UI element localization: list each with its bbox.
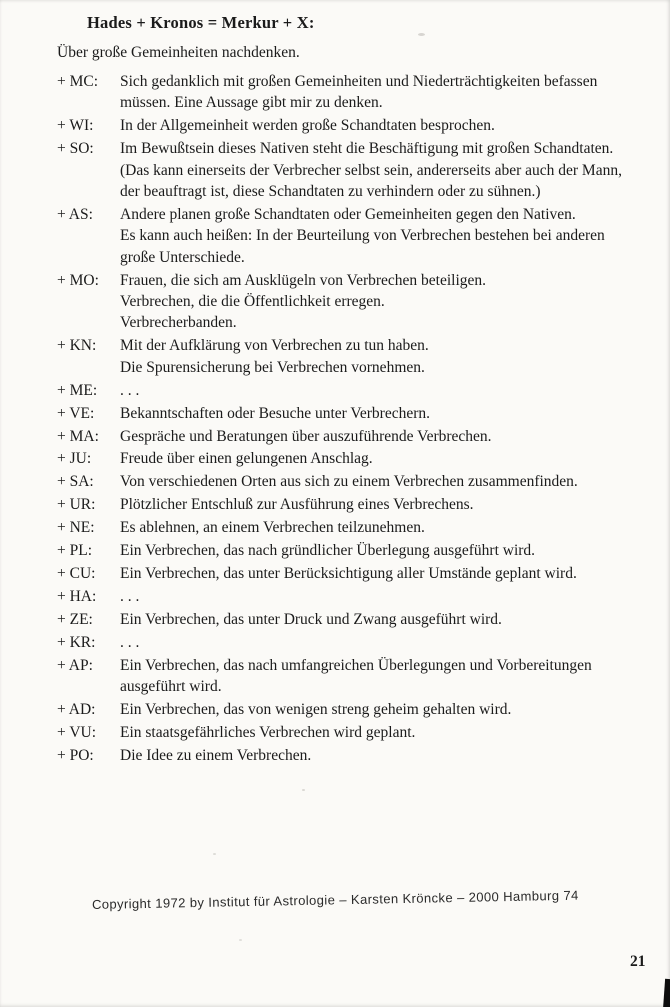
entry-line: Ein Verbrechen, das unter Druck und Zwang ausgeführt wird.: [120, 610, 502, 628]
entry-row: [57, 745, 669, 766]
entry-label: + KR:: [57, 633, 96, 651]
entry-text: [120, 540, 669, 561]
entry-text: [120, 586, 669, 607]
entry-row: [57, 380, 669, 401]
page-number: 21: [630, 953, 646, 970]
entry-label: + VE:: [57, 404, 95, 422]
entry-label: + SA:: [57, 473, 94, 491]
entry-row: [57, 471, 669, 492]
entry-text: [120, 609, 669, 630]
entry-text: [120, 426, 669, 447]
entry-text: [120, 204, 669, 268]
entry-label: + PL:: [57, 542, 93, 560]
entry-label: + AP:: [57, 656, 93, 674]
entry-label: + MO:: [57, 271, 99, 289]
scan-speck: [302, 789, 305, 791]
entry-text: [120, 448, 669, 469]
entry-line: Von verschiedenen Orten aus sich zu einem Verbrechen zusammenfinden.: [120, 473, 578, 491]
entry-label: + PO:: [57, 746, 94, 764]
scan-speck: [418, 33, 425, 36]
entry-label: + HA:: [57, 587, 97, 605]
entry-text: [120, 563, 669, 584]
entry-text: [120, 517, 669, 538]
entry-row: [57, 655, 669, 698]
scan-speck: [213, 853, 216, 855]
entry-line: (Das kann einerseits der Verbrecher selbst sein, andererseits aber auch der Mann,: [120, 161, 622, 179]
entry-line: Ein Verbrechen, das nach umfangreichen Überlegungen und Vorbereitungen: [120, 656, 592, 674]
entry-text: [120, 380, 669, 401]
entry-text: [120, 71, 669, 114]
entry-row: [57, 335, 669, 378]
entry-row: [57, 71, 669, 114]
entry-line: Frauen, die sich am Ausklügeln von Verbrechen beteiligen.: [120, 271, 487, 289]
entry-row: [57, 563, 669, 584]
entry-row: [57, 448, 669, 469]
entry-label: + MC:: [57, 73, 99, 90]
entry-label: + ZE:: [57, 610, 93, 628]
entry-label: + WI:: [57, 117, 94, 135]
entry-line: Verbrecherbanden.: [120, 314, 237, 332]
entry-line: Ein staatsgefährliches Verbrechen wird geplant.: [120, 723, 416, 741]
entry-row: [57, 494, 669, 515]
entry-row: [57, 115, 669, 136]
entry-row: [57, 426, 669, 447]
entry-line: Es kann auch heißen: In der Beurteilung von Verbrechen bestehen bei anderen: [120, 227, 605, 245]
scan-speck: [239, 939, 242, 941]
entry-line: Ein Verbrechen, das unter Berücksichtigung aller Umstände geplant wird.: [120, 564, 577, 582]
entry-text: [120, 138, 669, 202]
entry-line: In der Allgemeinheit werden große Schandtaten besprochen.: [120, 117, 495, 135]
entry-line: Freude über einen gelungenen Anschlag.: [120, 450, 373, 468]
entry-label: + UR:: [57, 496, 96, 514]
entry-text: [120, 115, 669, 136]
entry-line: . . .: [120, 587, 140, 605]
entry-line: ausgeführt wird.: [120, 677, 222, 695]
entry-line: . . .: [120, 381, 140, 399]
entry-text: [120, 745, 669, 766]
entry-text: [120, 335, 669, 378]
entries-list: [57, 71, 669, 768]
entry-line: Bekanntschaften oder Besuche unter Verbrechern.: [120, 404, 431, 422]
entry-line: Gespräche und Beratungen über auszuführende Verbrechen.: [120, 427, 492, 445]
entry-row: [57, 722, 669, 743]
entry-label: + VU:: [57, 723, 97, 741]
entry-text: [120, 655, 669, 698]
intro-line: Über große Gemeinheiten nachdenken.: [57, 44, 300, 61]
entry-line: Plötzlicher Entschluß zur Ausführung eines Verbrechens.: [120, 496, 474, 514]
entry-line: müssen. Eine Aussage gibt mir zu denken.: [120, 94, 383, 112]
entry-row: [57, 517, 669, 538]
entry-text: [120, 403, 669, 424]
entry-label: + AD:: [57, 700, 96, 718]
entry-line: . . .: [120, 633, 140, 651]
page-title: Hades + Kronos = Merkur + X:: [87, 13, 315, 32]
entry-row: [57, 586, 669, 607]
entry-text: [120, 632, 669, 653]
scan-artifact-corner-bar: [663, 979, 670, 1007]
entry-line: Die Idee zu einem Verbrechen.: [120, 746, 312, 764]
entry-text: [120, 699, 669, 720]
entry-label: + KN:: [57, 337, 97, 355]
entry-row: [57, 403, 669, 424]
entry-row: [57, 632, 669, 653]
entry-line: große Unterschiede.: [120, 248, 245, 266]
entry-label: + AS:: [57, 205, 93, 223]
entry-line: Die Spurensicherung bei Verbrechen vornehmen.: [120, 358, 425, 376]
entry-line: Andere planen große Schandtaten oder Gemeinheiten gegen den Nativen.: [120, 205, 576, 223]
entry-text: [120, 722, 669, 743]
entry-text: [120, 494, 669, 515]
entry-line: Mit der Aufklärung von Verbrechen zu tun haben.: [120, 337, 429, 355]
entry-text: [120, 270, 669, 334]
entry-row: [57, 138, 669, 202]
entry-label: + JU:: [57, 450, 92, 468]
entry-label: + MA:: [57, 427, 99, 445]
entry-line: Ein Verbrechen, das von wenigen streng geheim gehalten wird.: [120, 700, 512, 718]
entry-row: [57, 204, 669, 268]
entry-line: Sich gedanklich mit großen Gemeinheiten und Niederträchtigkeiten befassen: [120, 73, 598, 90]
copyright-line: Copyright 1972 by Institut für Astrologie – Karsten Kröncke – 2000 Hamburg 74: [91, 887, 579, 912]
entry-row: [57, 540, 669, 561]
entry-row: [57, 270, 669, 334]
entry-line: Es ablehnen, an einem Verbrechen teilzunehmen.: [120, 519, 425, 537]
entry-line: Verbrechen, die die Öffentlichkeit erregen.: [120, 293, 385, 311]
entry-line: der beauftragt ist, diese Schandtaten zu verhindern oder zu sühnen.): [120, 183, 541, 201]
entry-label: + NE:: [57, 519, 95, 537]
entry-text: [120, 471, 669, 492]
entry-label: + ME:: [57, 381, 98, 399]
entry-row: [57, 609, 669, 630]
entry-label: + SO:: [57, 140, 94, 158]
entry-row: [57, 699, 669, 720]
entry-line: Ein Verbrechen, das nach gründlicher Überlegung ausgeführt wird.: [120, 542, 536, 560]
entry-line: Im Bewußtsein dieses Nativen steht die Beschäftigung mit großen Schandtaten.: [120, 140, 614, 158]
entry-label: + CU:: [57, 564, 96, 582]
